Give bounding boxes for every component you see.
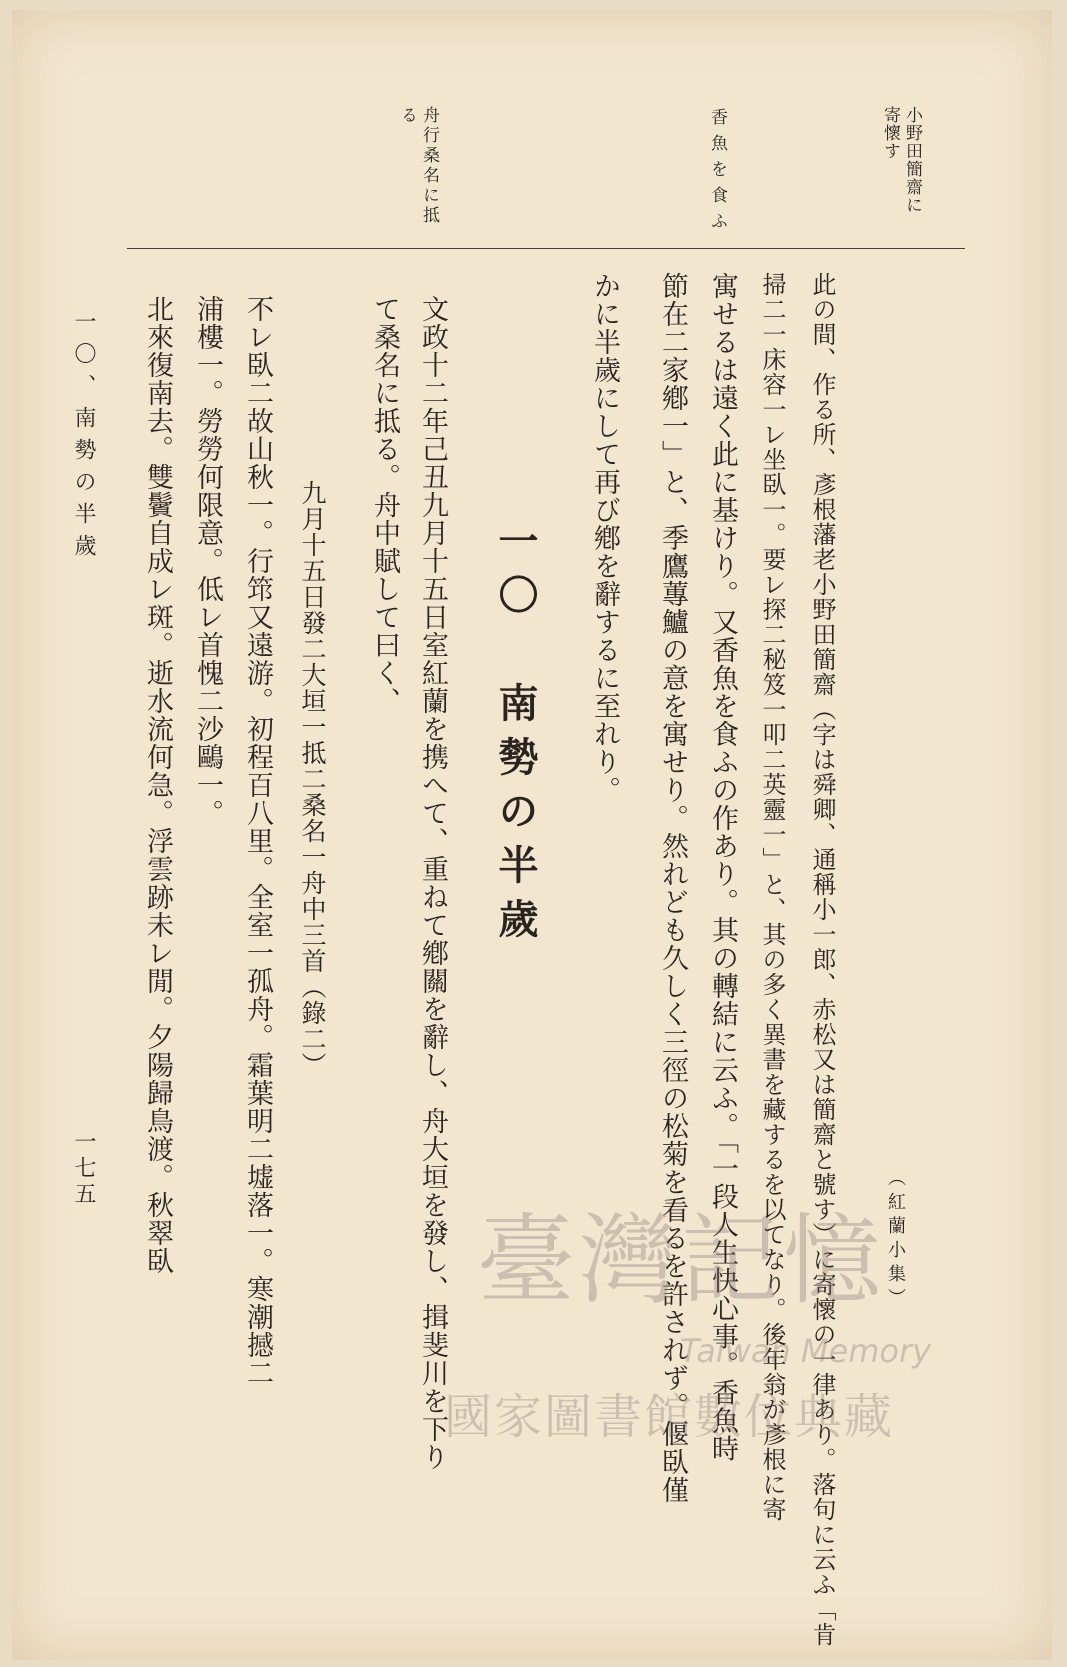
section9-line-4: 節在二家鄕一」と、季鷹蓴鱸の意を寓せり。然れども久しく三徑の松菊を看るを許されず。偃臥僅 bbox=[657, 272, 688, 1504]
section9-line-2: 掃二一床容一レ坐臥一。要レ探二秘笈一叩二英靈一」と、其の多く異書を藏するを以てなり。後年翁が彥根に寄 bbox=[758, 272, 786, 1522]
book-title-header: （紅蘭小集） bbox=[885, 1168, 906, 1312]
watermark-english-text: Taiwan Memory bbox=[680, 1332, 932, 1370]
poem-title: 九月十五日發二大垣一抵二桑名一舟中三首（錄二） bbox=[298, 480, 327, 1078]
margin-note-onoda-2: 寄懷す bbox=[880, 106, 900, 160]
margin-note-onoda: 小野田簡齋に bbox=[902, 106, 922, 214]
margin-note-ayu: 香魚を食ふ bbox=[707, 108, 727, 238]
margin-note-kuwana-2: る bbox=[397, 106, 417, 124]
section9-line-1: 此の間、作る所、彥根藩老小野田簡齋（字は舜卿、通稱小一郎、赤松又は簡齋と號す）に寄懷の一律あり。落句に云ふ「肯 bbox=[808, 272, 836, 1647]
watermark-script-text: 臺灣記憶 bbox=[477, 1204, 886, 1318]
poem-1-line-2: 浦樓一。勞勞何限意。低レ首愧二沙鷗一。 bbox=[192, 295, 223, 827]
poem-2-line-1: 北來復南去。雙鬢自成レ斑。逝水流何急。浮雲跡未レ閒。夕陽歸鳥渡。秋翠臥 bbox=[142, 295, 173, 1275]
section10-line-2: て桑名に抵る。舟中賦して曰く、 bbox=[369, 295, 400, 715]
running-title: 一〇、南勢の半歲 bbox=[71, 310, 96, 566]
poem-1-line-1: 不レ臥二故山秋一。行筇又遠游。初程百八里。全室一孤舟。霜葉明二墟落一。寒潮撼二 bbox=[242, 295, 273, 1387]
watermark-institution-text: 國家圖書館數位典藏 bbox=[444, 1389, 895, 1445]
book-page bbox=[12, 10, 1052, 1660]
section9-line-5: かに半歲にして再び鄕を辭するに至れり。 bbox=[589, 272, 620, 804]
header-rule bbox=[127, 248, 965, 249]
page-number: 一七五 bbox=[71, 1130, 96, 1208]
margin-note-kuwana: 舟行桑名に抵 bbox=[419, 106, 439, 226]
section10-line-1: 文政十二年己丑九月十五日室紅蘭を携へて、重ねて鄕關を辭し、舟大垣を發し、揖斐川を下り bbox=[417, 295, 448, 1471]
section9-line-3: 寓せるは遠く此に基けり。又香魚を食ふの作あり。其の轉結に云ふ。「一段人生快心事。香魚時 bbox=[707, 272, 738, 1463]
section10-title: 一〇 南勢の半歲 bbox=[492, 520, 539, 952]
